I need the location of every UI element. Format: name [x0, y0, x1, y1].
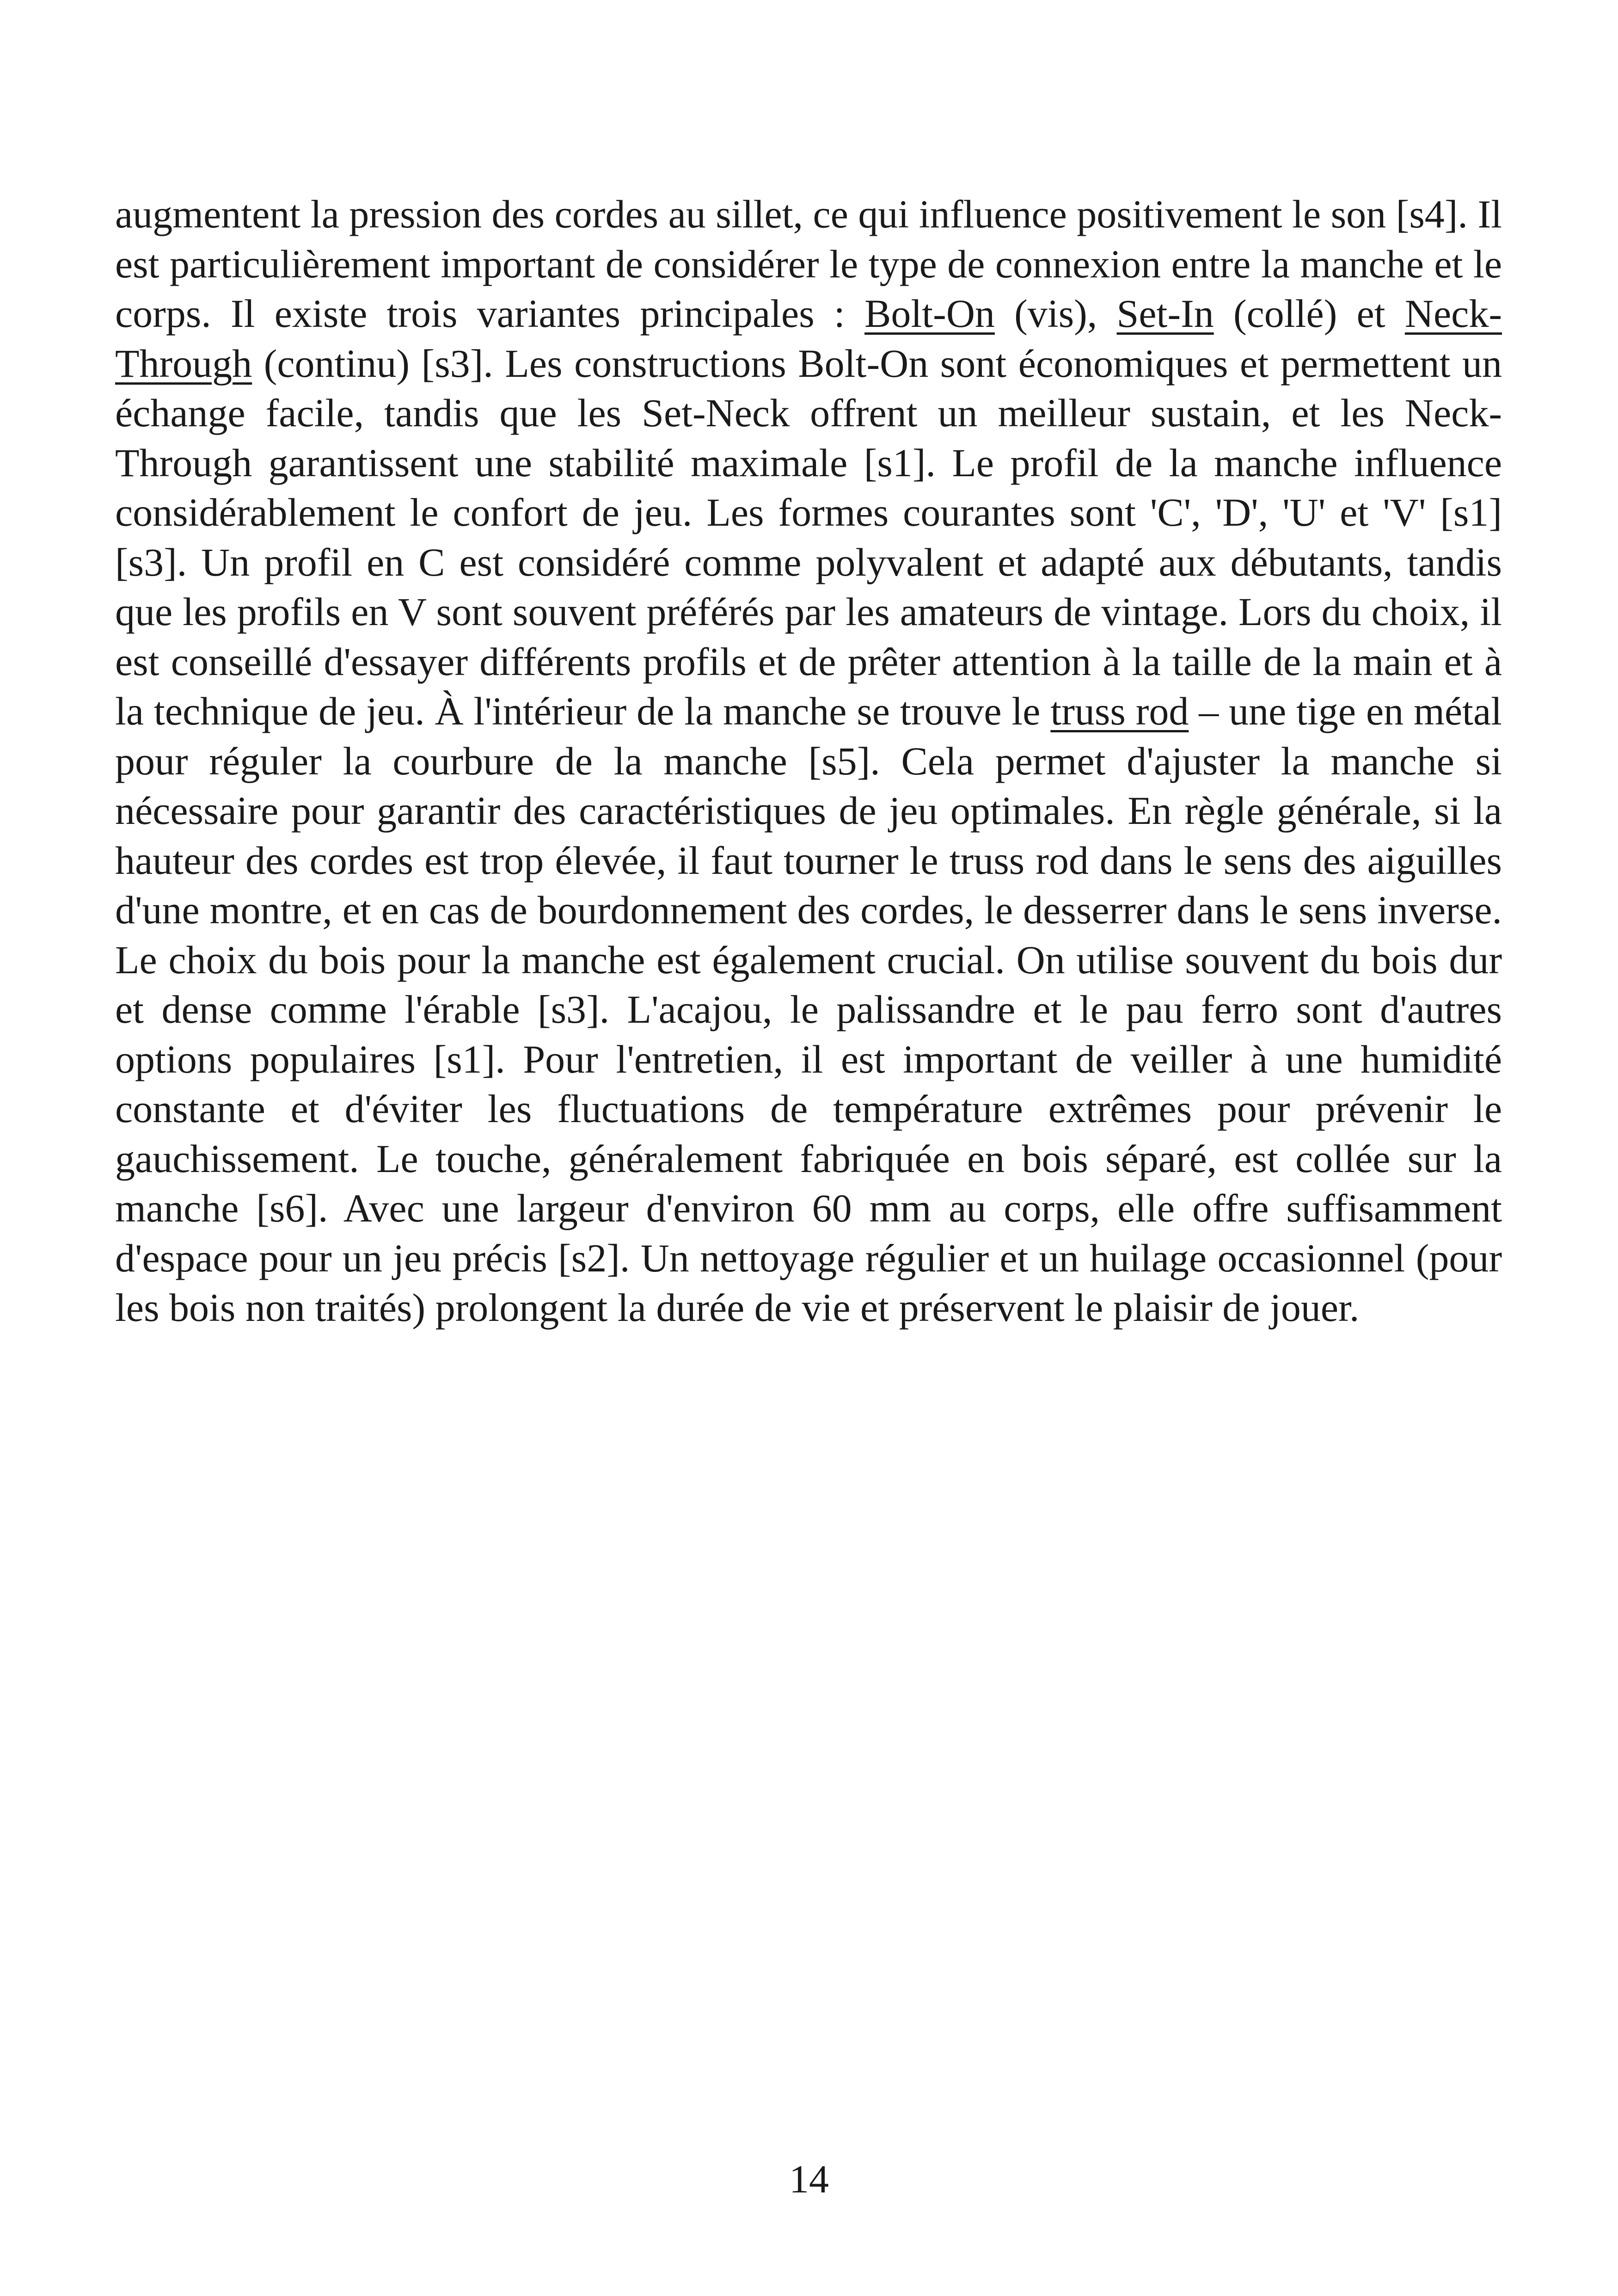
text-segment: augmentent la pression des cordes au sillet, ce qui influence positivement le son [s4]. Il est particulièrement important de considérer le type de connexion entre la manche et le corps. Il existe trois variantes principales : [115, 192, 1502, 336]
text-segment: (collé) et [1214, 291, 1405, 336]
text-segment: – une tige en métal pour réguler la courbure de la manche [s5]. Cela permet d'ajuster la manche si nécessaire pour garantir des caractéristiques de jeu optimales. En règle générale, si la hauteur des cordes est trop élevée, il faut tourner le truss rod dans le sens des aiguilles d'une montre, et en cas de bourdonnement des cordes, le desserrer dans le sens inverse. Le choix du bois pour la manche est également crucial. On utilise souvent du bois dur et dense comme l'érable [s3]. L'acajou, le palissandre et le pau ferro sont d'autres options populaires [s1]. Pour l'entretien, il est important de veiller à une humidité constante et d'éviter les fluctuations de température extrêmes pour prévenir le gauchissement. Le touche, généralement fabriquée en bois séparé, est collée sur la manche [s6]. Avec une largeur d'environ 60 mm au corps, elle offre suffisamment d'espace pour un jeu précis [s2]. Un nettoyage régulier et un huilage occasionnel (pour les bois non traités) prolongent la durée de vie et préservent le plaisir de jouer. [115, 689, 1502, 1330]
term-bolt-on: Bolt-On [864, 291, 995, 336]
text-segment: (continu) [s3]. Les constructions Bolt-On sont économiques et permettent un échange facile, tandis que les Set-Neck offrent un meilleur sustain, et les Neck-Through garantissent une stabilité maximale [s1]. Le profil de la manche influence considérablement le confort de jeu. Les formes courantes sont 'C', 'D', 'U' et 'V' [s1] [s3]. Un profil en C est considéré comme polyvalent et adapté aux débutants, tandis que les profils en V sont souvent préférés par les amateurs de vintage. Lors du choix, il est conseillé d'essayer différents profils et de prêter attention à la taille de la main et à la technique de jeu. À l'intérieur de la manche se trouve le [115, 341, 1502, 733]
term-truss-rod: truss rod [1050, 689, 1189, 733]
page-number: 14 [789, 2157, 829, 2201]
body-paragraph [115, 190, 1502, 1333]
text-segment: (vis), [994, 291, 1117, 336]
term-set-in: Set-In [1116, 291, 1214, 336]
term-neck-through: Neck-Through [115, 291, 1502, 386]
